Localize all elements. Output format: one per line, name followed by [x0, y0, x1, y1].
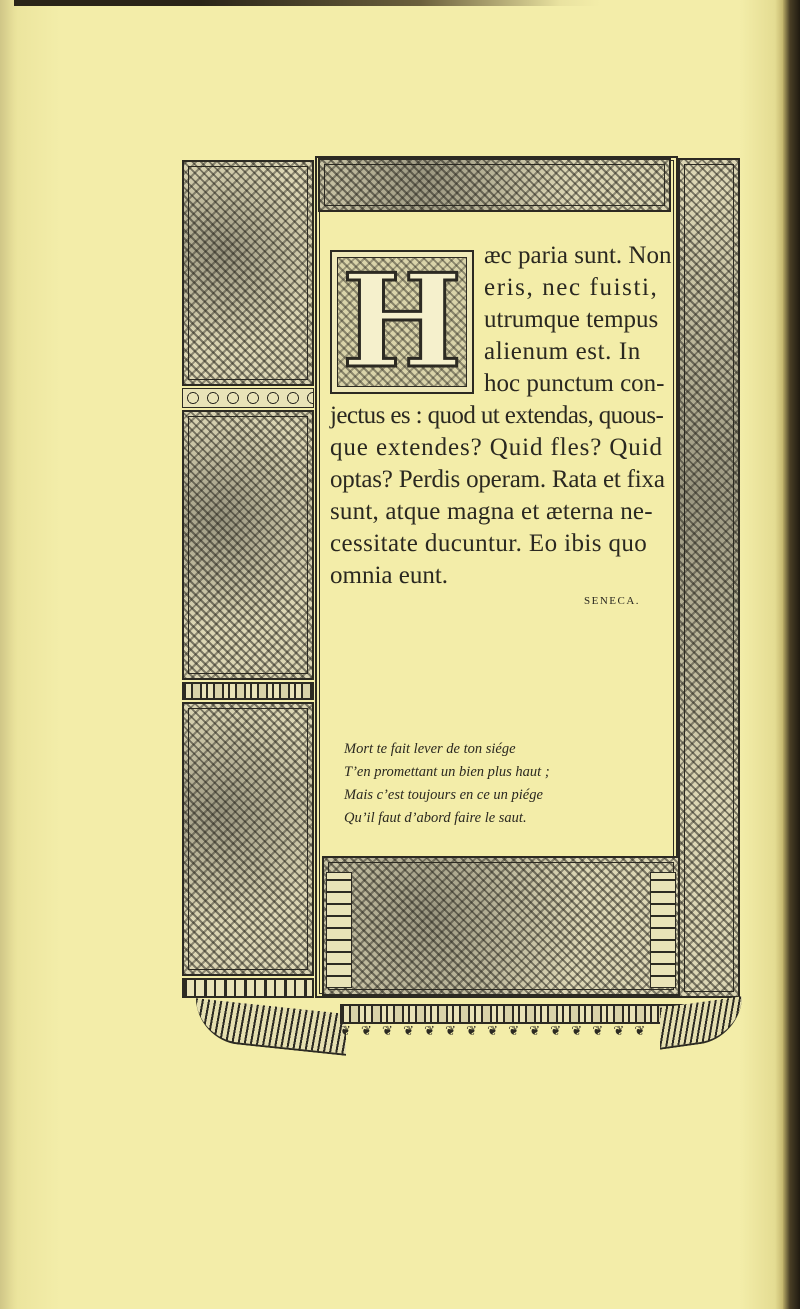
verse-line: T’en promettant un bien plus haut ;: [344, 764, 550, 780]
body-line: æc paria sunt. Non: [484, 242, 672, 269]
left-bottom-ornament-band: [182, 978, 314, 998]
body-line: optas? Perdis operam. Rata et fixa: [330, 466, 665, 493]
body-line: alienum est. In: [484, 338, 641, 365]
right-border-illustration: [678, 158, 740, 998]
right-pillar-ornament: [650, 872, 676, 988]
tailpiece-arcade: [340, 1004, 684, 1024]
body-line: cessitate ducuntur. Eo ibis quo: [330, 530, 648, 557]
left-pillar-ornament: [326, 872, 352, 988]
attribution: SENECA.: [584, 595, 641, 607]
left-top-illustration: [182, 160, 314, 386]
verse-line: Mais c’est toujours en ce un piége: [344, 787, 543, 803]
tailpiece-fleuron-row: ❦ ❦ ❦ ❦ ❦ ❦ ❦ ❦ ❦ ❦ ❦ ❦ ❦ ❦ ❦: [340, 1024, 649, 1039]
body-line: jectus es : quod ut extendas, quous-: [330, 402, 664, 429]
left-middle-ornament-band: [182, 682, 314, 700]
bottom-hell-mouth-illustration: [322, 856, 680, 996]
left-bottom-illustration: [182, 702, 314, 976]
verse-line: Qu’il faut d’abord faire le saut.: [344, 810, 527, 826]
body-line: hoc punctum con-: [484, 370, 665, 397]
top-frieze-illustration: [318, 158, 671, 212]
body-line: utrumque tempus: [484, 306, 659, 333]
left-top-ornament-band: [182, 388, 314, 408]
left-gutter: [0, 0, 14, 1309]
page-top-shadow: [0, 0, 800, 6]
illuminated-initial-panel: [330, 247, 474, 397]
body-line: que extendes? Quid fles? Quid: [330, 434, 663, 461]
illuminated-initial-letter: H: [341, 247, 463, 397]
body-line: eris, nec fuisti,: [484, 274, 659, 301]
verse-line: Mort te fait lever de ton siége: [344, 741, 516, 757]
book-spine-edge: [783, 0, 800, 1309]
body-line: omnia eunt.: [330, 562, 449, 589]
left-middle-illustration: [182, 410, 314, 680]
body-line: sunt, atque magna et æterna ne-: [330, 498, 653, 525]
